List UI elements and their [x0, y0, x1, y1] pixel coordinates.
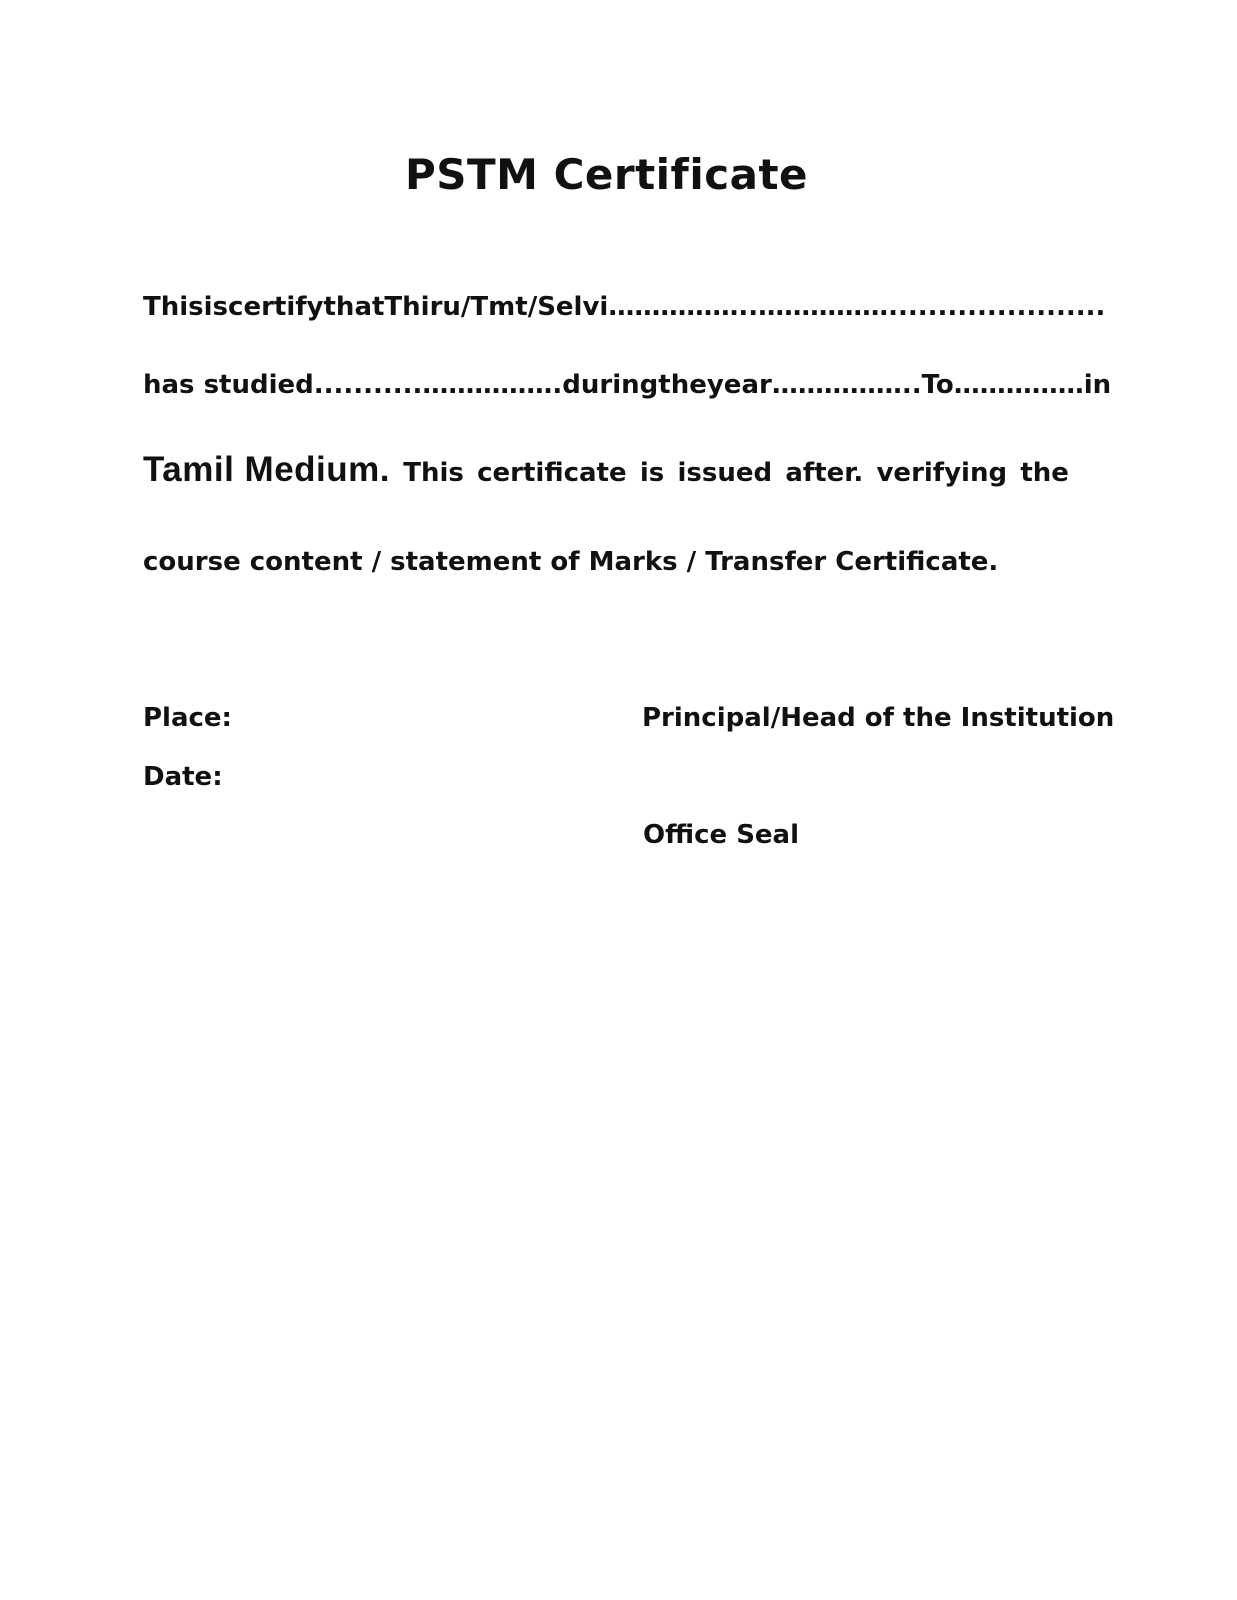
course-blank: ...........…………….	[313, 370, 563, 400]
word: This	[143, 292, 204, 322]
word: is	[639, 458, 665, 488]
year-from-group	[772, 370, 922, 400]
signatory-label: Principal/Head of the Institution	[642, 703, 1115, 733]
word: during	[562, 370, 659, 400]
body-line-4	[143, 547, 1069, 577]
date-label: Date:	[143, 762, 223, 792]
office-seal-label: Office Seal	[643, 820, 800, 850]
word: has studied	[143, 370, 314, 400]
word: issued	[677, 458, 773, 488]
medium-emphasis: Tamil Medium.	[143, 450, 390, 489]
page-title: PSTM Certificate	[404, 150, 809, 199]
body-line-2	[143, 370, 1112, 400]
word: Thiru	[384, 292, 461, 322]
word: certificate	[477, 458, 627, 488]
place-label: Place:	[143, 703, 232, 733]
word: verifying	[876, 458, 1008, 488]
body-line-1	[143, 292, 1106, 322]
name-blank: Selvi……………..……………......................	[537, 292, 1106, 322]
word: This	[403, 458, 464, 488]
word: year	[706, 370, 772, 400]
word: in	[1083, 370, 1112, 400]
word: /	[527, 292, 538, 322]
word: certify	[228, 292, 324, 322]
word: is	[203, 292, 229, 322]
line-text: course content / statement of Marks / Transfer Certificate.	[143, 547, 999, 577]
year-to-blank: ……………	[953, 370, 1084, 400]
body-line-3	[143, 450, 1069, 490]
word: /	[460, 292, 471, 322]
year-from-blank: …………….	[771, 370, 912, 400]
word: that	[323, 292, 385, 322]
dot: .	[911, 370, 922, 400]
word: Tmt	[470, 292, 528, 322]
word: the	[658, 370, 707, 400]
word: after.	[785, 458, 864, 488]
word: To	[921, 370, 954, 400]
word: the	[1020, 458, 1069, 488]
